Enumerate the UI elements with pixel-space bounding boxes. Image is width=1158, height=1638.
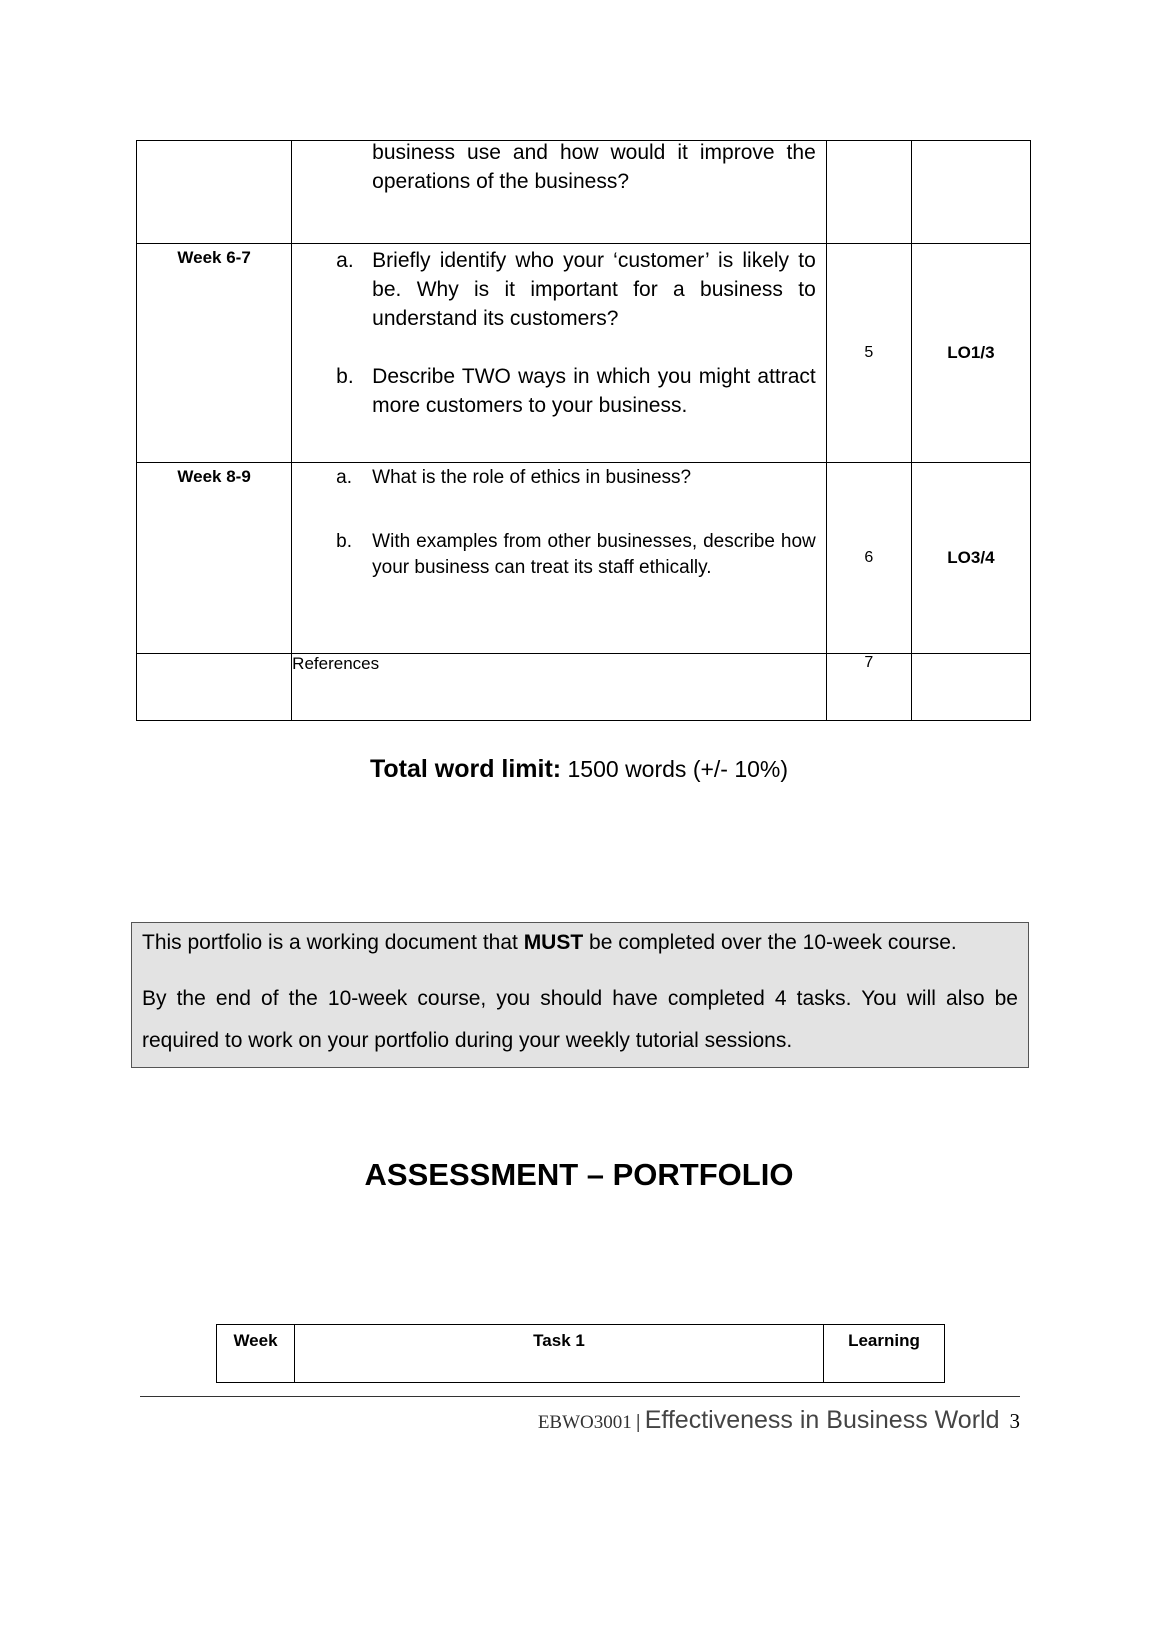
learning-outcome: LO1/3 [911, 244, 1030, 463]
table-row [137, 244, 1031, 463]
footer-separator: | [635, 1412, 641, 1433]
question-letter: a. [336, 249, 354, 272]
note-text: be completed over the 10-week course. [583, 931, 957, 954]
task-number: 5 [826, 244, 911, 463]
tasks-table [136, 140, 1031, 721]
week-label: Week 6-7 [177, 248, 251, 267]
note-text: This portfolio is a working document that [142, 931, 524, 954]
task-cell [292, 463, 827, 654]
page-footer [538, 1406, 1020, 1435]
page-number: 3 [1009, 1409, 1020, 1433]
footer-divider [140, 1396, 1020, 1397]
task-cell [292, 244, 827, 463]
question-text: Describe TWO ways in which you might attract more customers to your business. [372, 365, 816, 417]
word-limit-label: Total word limit: [369, 755, 562, 783]
question-letter: b. [336, 365, 354, 388]
note-emphasis: MUST [523, 931, 584, 954]
portfolio-note [131, 922, 1029, 1068]
week-cell [137, 654, 292, 721]
column-header: Learning [824, 1325, 945, 1383]
lo-cell [911, 141, 1030, 244]
task-number: 7 [826, 654, 911, 721]
column-header: Week [217, 1325, 295, 1383]
word-limit-value: 1500 words (+/- 10%) [567, 756, 789, 782]
references-label: References [292, 654, 827, 721]
task1-table [216, 1324, 945, 1383]
table-row [217, 1325, 945, 1383]
week-label: Week 8-9 [177, 467, 251, 486]
learning-outcome: LO3/4 [911, 463, 1030, 654]
question-letter: a. [336, 467, 353, 488]
list-item [292, 246, 826, 333]
table-row [137, 463, 1031, 654]
question-text: With examples from other businesses, describe how your business can treat its staff ethically. [372, 531, 816, 578]
list-item [292, 362, 826, 420]
week-cell [137, 244, 292, 463]
lo-cell [911, 654, 1030, 721]
note-line-1 [142, 927, 1018, 958]
list-item [292, 465, 826, 491]
task-number: 6 [826, 463, 911, 654]
section-heading: ASSESSMENT – PORTFOLIO [364, 1157, 794, 1192]
note-line-3: required to work on your portfolio during your weekly tutorial sessions. [142, 1029, 793, 1052]
list-item [292, 529, 826, 581]
note-line-2: By the end of the 10-week course, you should have completed 4 tasks. You will also be [142, 987, 1018, 1010]
week-cell [137, 141, 292, 244]
number-cell [826, 141, 911, 244]
week-cell [137, 463, 292, 654]
question-list [292, 246, 826, 420]
task-cell [292, 141, 827, 244]
question-text: Briefly identify who your ‘customer’ is likely to be. Why is it important for a business to understand its customers? [372, 249, 816, 330]
question-list [292, 465, 826, 581]
continuation-text: business use and how would it improve the operations of the business? [372, 141, 816, 193]
question-text: What is the role of ethics in business? [372, 467, 692, 488]
course-code: EBWO3001 [537, 1412, 632, 1433]
word-limit [0, 755, 1158, 784]
question-letter: b. [336, 531, 353, 552]
course-title: Effectiveness in Business World [644, 1406, 1000, 1434]
table-row [137, 141, 1031, 244]
table-row [137, 654, 1031, 721]
column-header: Task 1 [295, 1325, 824, 1383]
